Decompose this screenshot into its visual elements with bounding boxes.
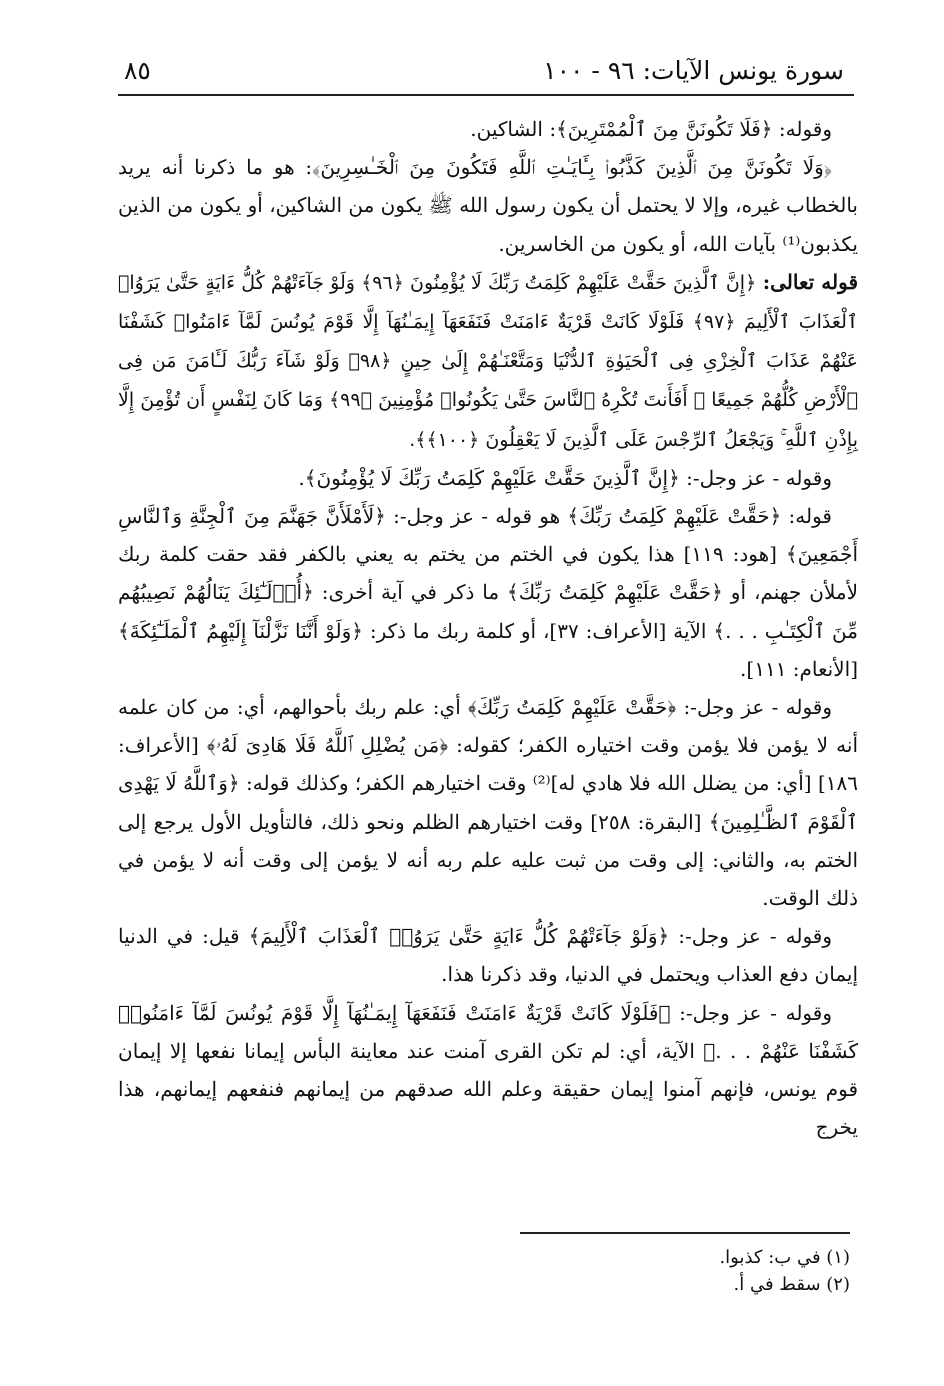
page-number: ٨٥ [124,56,151,85]
paragraph-text: وقوله - عز وجل-: ﴿فَلَوْلَا كَانَتْ قَرْيَةٌ ءَامَنَتْ فَنَفَعَهَآ إِيمَـٰنُهَآ إِلَّا قَوْمَ يُونُسَ لَمَّآ ءَامَنُوا۟ كَشَفْنَا عَنْهُمْ . . .﴾ الآية، أي: لم تكن القرى آمنت عند معاينة البأس إيمانا نفعها إلا إيمان قوم يونس، فإنهم آمنوا إيمان حقيقة وعلم الله صدقهم من إيمانهم فنفعهم إيمانهم، هذا يخرج [118,1000,859,1140]
paragraph [118,110,858,148]
page-header [118,46,854,96]
paragraph [118,688,858,917]
paragraph-text: وقوله - عز وجل-: ﴿إِنَّ ٱلَّذِينَ حَقَّتْ عَلَيْهِمْ كَلِمَتُ رَبِّكَ لَا يُؤْمِنُونَ﴾. [298,465,832,490]
footnote-divider [520,1232,850,1234]
verse-block [118,263,858,459]
paragraph [118,994,858,1147]
footnote: (١) في ب: كذبوا. [719,1247,850,1268]
quran-verses: ﴿إِنَّ ٱلَّذِينَ حَقَّتْ عَلَيْهِمْ كَلِمَتُ رَبِّكَ لَا يُؤْمِنُونَ ﴿٩٦﴾ وَلَوْ جَآءَتْهُمْ كُلُّ ءَايَةٍ حَتَّىٰ يَرَوُا۟ ٱلْعَذَابَ ٱلْأَلِيمَ ﴿٩٧﴾ فَلَوْلَا كَانَتْ قَرْيَةٌ ءَامَنَتْ فَنَفَعَهَآ إِيمَـٰنُهَآ إِلَّا قَوْمَ يُونُسَ لَمَّآ ءَامَنُوا۟ كَشَفْنَا عَنْهُمْ عَذَابَ ٱلْخِزْىِ فِى ٱلْحَيَوٰةِ ٱلدُّنْيَا وَمَتَّعْنَـٰهُمْ إِلَىٰ حِينٍ ﴿٩٨﴾ وَلَوْ شَآءَ رَبُّكَ لَـَٔامَنَ مَن فِى ٱلْأَرْضِ كُلُّهُمْ جَمِيعًا ۚ أَفَأَنتَ تُكْرِهُ ٱلنَّاسَ حَتَّىٰ يَكُونُوا۟ مُؤْمِنِينَ ﴿٩٩﴾ وَمَا كَانَ لِنَفْسٍ أَن تُؤْمِنَ إِلَّا بِإِذْنِ ٱللَّهِ ۚ وَيَجْعَلُ ٱلرِّجْسَ عَلَى ٱلَّذِينَ لَا يَعْقِلُونَ ﴿١٠٠﴾﴾. [118,271,858,451]
paragraph-text: ﴿وَلَا تَكُونَنَّ مِنَ ٱلَّذِينَ كَذَّبُوا۟ بِـَٔايَـٰتِ ٱللَّهِ فَتَكُونَ مِنَ ٱلْخَـٰسِرِينَ﴾: هو ما ذكرنا أنه يريد بالخطاب غيره، وإلا لا يحتمل أن يكون رسول الله ﷺ يكون من الشاكين، أو يكون من الذين يكذبون⁽¹⁾ بآيات الله، أو يكون من الخاسرين. [118,155,858,256]
paragraph-text: وقوله - عز وجل-: ﴿حَقَّتْ عَلَيْهِمْ كَلِمَتُ رَبِّكَ﴾ أي: علم ربك بأحوالهم، أي: من كان علمه أنه لا يؤمن فلا يؤمن وقت اختياره الكفر؛ كقوله: ﴿مَن يُضْلِلِ ٱللَّهُ فَلَا هَادِىَ لَهُۥ﴾ [الأعراف: ١٨٦] [أي: من يضلل الله فلا هادي له]⁽²⁾ وقت اختيارهم الكفر؛ وكذلك قوله: ﴿وَٱللَّهُ لَا يَهْدِى ٱلْقَوْمَ ٱلظَّـٰلِمِينَ﴾ [البقرة: ٢٥٨] وقت اختيارهم الظلم ونحو ذلك، فالتأويل الأول يرجع إلى الختم به، والثاني: إلى وقت من ثبت عليه علم ربه أنه لا يؤمن إلى وقت أنه لا يؤمن في ذلك الوقت. [118,695,858,911]
paragraph-text: قوله: ﴿حَقَّتْ عَلَيْهِمْ كَلِمَتُ رَبِّكَ﴾ هو قوله - عز وجل-: ﴿لَأَمْلَأَنَّ جَهَنَّمَ مِنَ ٱلْجِنَّةِ وَٱلنَّاسِ أَجْمَعِينَ﴾ [هود: ١١٩] هذا يكون في الختم من يختم به يعني بالكفر فقد حقت كلمة ربك لأملأن جهنم، أو ﴿حَقَّتْ عَلَيْهِمْ كَلِمَتُ رَبِّكَ﴾ ما ذكر في آية أخرى: ﴿أُو۟لَـٰٓئِكَ يَنَالُهُمْ نَصِيبُهُم مِّنَ ٱلْكِتَـٰبِ . . .﴾ الآية [الأعراف: ٣٧]، أو كلمة ربك ما ذكر: ﴿وَلَوْ أَنَّنَا نَزَّلْنَآ إِلَيْهِمُ ٱلْمَلَـٰٓئِكَةَ﴾ [الأنعام: ١١١]. [118,504,858,681]
footnotes [420,1244,850,1298]
paragraph [118,917,858,993]
paragraph-text: وقوله - عز وجل-: ﴿وَلَوْ جَآءَتْهُمْ كُلُّ ءَايَةٍ حَتَّىٰ يَرَوُا۟ ٱلْعَذَابَ ٱلْأَلِيمَ﴾ قيل: في الدنيا إيمان دفع العذاب ويحتمل في الدنيا، وقد ذكرنا هذا. [118,924,858,987]
running-title: سورة يونس الآيات: ٩٦ - ١٠٠ [543,56,844,85]
body-text [118,110,858,1146]
paragraph [118,459,858,497]
paragraph [118,148,858,263]
section-lead: قوله تعالى: [762,269,859,294]
paragraph-text: وقوله: ﴿فَلَا تَكُونَنَّ مِنَ ٱلْمُمْتَرِينَ﴾: الشاكين. [470,117,832,141]
paragraph [118,497,858,688]
footnote: (٢) سقط في أ. [733,1274,850,1295]
